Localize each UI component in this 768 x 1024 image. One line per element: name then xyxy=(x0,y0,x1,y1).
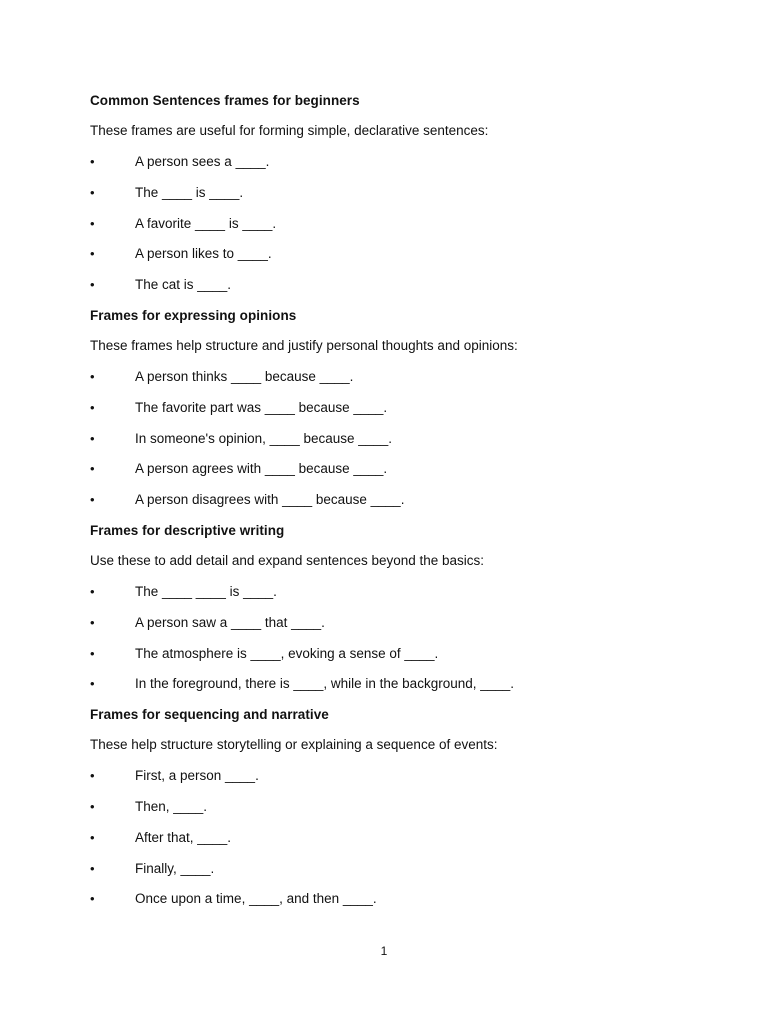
section-heading: Frames for descriptive writing xyxy=(90,522,285,538)
section-heading: Frames for sequencing and narrative xyxy=(90,707,329,723)
bullet-icon: • xyxy=(90,399,95,415)
list-item-text: Then, ____. xyxy=(135,798,208,814)
list-item-text: In the foreground, there is ____, while in the background, ____. xyxy=(135,676,515,692)
list-item-text: A person agrees with ____ because ____. xyxy=(135,461,388,477)
list-item-text: A person saw a ____ that ____. xyxy=(135,614,325,630)
section-intro: These frames help structure and justify personal thoughts and opinions: xyxy=(90,337,518,353)
list-item xyxy=(90,215,690,233)
frame-list xyxy=(90,767,690,908)
section-intro: These frames are useful for forming simple, declarative sentences: xyxy=(90,123,489,138)
list-item-text: The atmosphere is ____, evoking a sense of ____. xyxy=(135,645,439,661)
list-item-text: A person sees a ____. xyxy=(135,154,270,169)
section-heading: Frames for expressing opinions xyxy=(90,307,297,323)
list-item xyxy=(90,430,690,448)
bullet-icon: • xyxy=(90,246,95,262)
bullet-icon: • xyxy=(90,829,95,845)
document-body xyxy=(90,92,690,921)
list-item-text: The ____ ____ is ____. xyxy=(135,583,277,599)
section-opinions xyxy=(90,307,690,509)
list-item xyxy=(90,460,690,478)
bullet-icon: • xyxy=(90,461,95,477)
bullet-icon: • xyxy=(90,215,95,231)
section-beginners xyxy=(90,92,690,294)
section-sequencing xyxy=(90,706,690,908)
bullet-icon: • xyxy=(90,430,95,446)
section-descriptive xyxy=(90,522,690,693)
section-intro: Use these to add detail and expand sentences beyond the basics: xyxy=(90,552,485,568)
bullet-icon: • xyxy=(90,583,95,599)
list-item xyxy=(90,583,690,601)
page-number: 1 xyxy=(380,944,388,958)
bullet-icon: • xyxy=(90,768,95,784)
bullet-icon: • xyxy=(90,184,95,200)
list-item-text: After that, ____. xyxy=(135,829,232,845)
list-item-text: A person thinks ____ because ____. xyxy=(135,368,354,384)
list-item xyxy=(90,829,690,847)
list-item xyxy=(90,798,690,816)
bullet-icon: • xyxy=(90,277,95,293)
list-item xyxy=(90,860,690,878)
list-item xyxy=(90,399,690,417)
list-item xyxy=(90,767,690,785)
list-item-text: Finally, ____. xyxy=(135,860,215,876)
list-item xyxy=(90,245,690,263)
bullet-icon: • xyxy=(90,645,95,661)
list-item-text: A person disagrees with ____ because ____. xyxy=(135,492,405,508)
bullet-icon: • xyxy=(90,860,95,876)
bullet-icon: • xyxy=(90,368,95,384)
list-item-text: A person likes to ____. xyxy=(135,246,272,262)
list-item-text: The ____ is ____. xyxy=(135,184,244,200)
list-item xyxy=(90,890,690,908)
list-item-text: A favorite ____ is ____. xyxy=(135,215,277,231)
frame-list xyxy=(90,153,690,294)
list-item-text: The cat is ____. xyxy=(135,277,232,293)
list-item xyxy=(90,645,690,663)
bullet-icon: • xyxy=(90,891,95,907)
list-item xyxy=(90,368,690,386)
list-item xyxy=(90,153,690,171)
list-item-text: The favorite part was ____ because ____. xyxy=(135,399,388,415)
bullet-icon: • xyxy=(90,798,95,814)
section-heading: Common Sentences frames for beginners xyxy=(90,93,360,108)
frame-list xyxy=(90,368,690,509)
list-item xyxy=(90,614,690,632)
frame-list xyxy=(90,583,690,693)
list-item xyxy=(90,675,690,693)
list-item xyxy=(90,184,690,202)
bullet-icon: • xyxy=(90,154,95,169)
list-item-text: In someone's opinion, ____ because ____. xyxy=(135,430,393,446)
list-item xyxy=(90,491,690,509)
list-item-text: Once upon a time, ____, and then ____. xyxy=(135,891,377,907)
section-intro: These help structure storytelling or explaining a sequence of events: xyxy=(90,737,498,753)
bullet-icon: • xyxy=(90,492,95,508)
bullet-icon: • xyxy=(90,614,95,630)
bullet-icon: • xyxy=(90,676,95,692)
list-item-text: First, a person ____. xyxy=(135,768,259,784)
list-item xyxy=(90,276,690,294)
